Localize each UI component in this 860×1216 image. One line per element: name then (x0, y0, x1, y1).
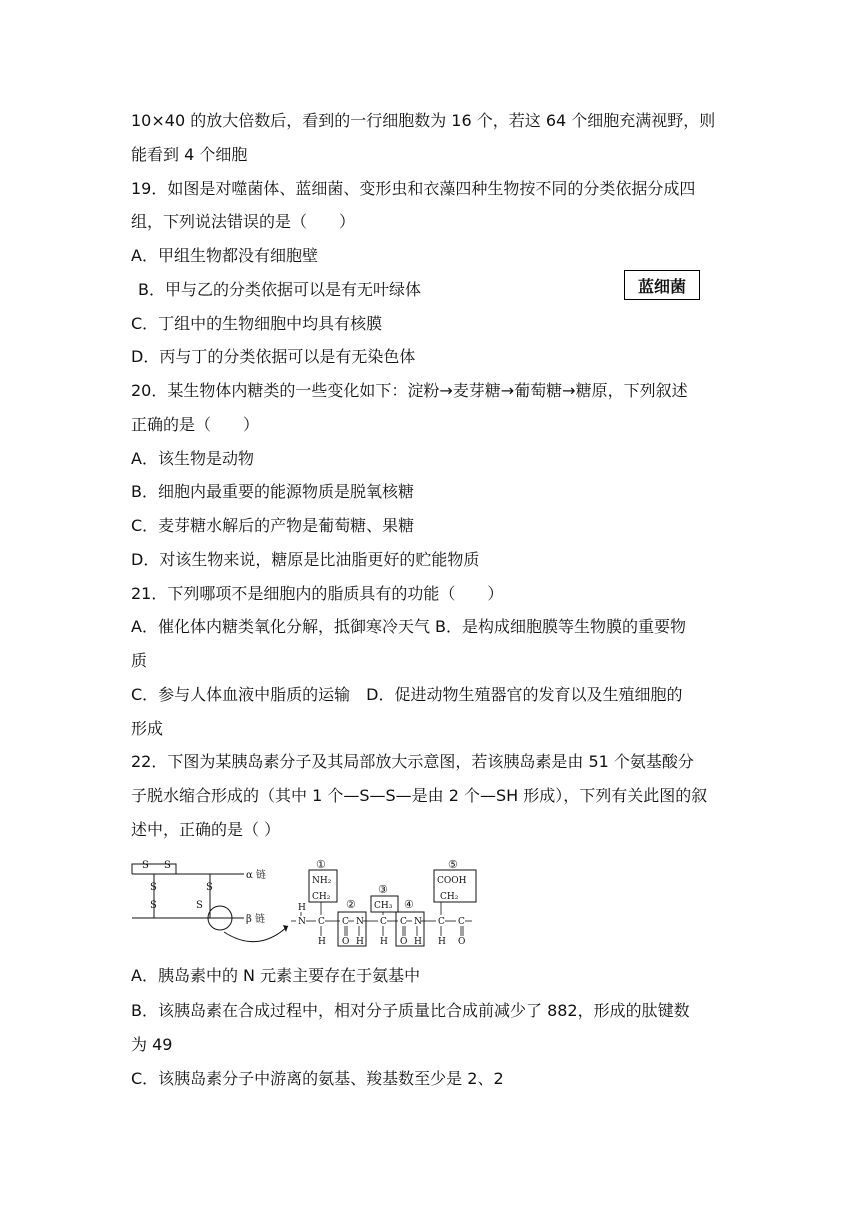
s-label-2: S (164, 860, 171, 871)
backbone-h-1: H (298, 903, 306, 913)
s-label-3: S (150, 882, 157, 893)
backbone-h-2: H (318, 937, 326, 947)
question-19-option-b: B．甲与乙的分类依据可以是有无叶绿体 (138, 280, 421, 299)
question-21-options-ab: A．催化体内糖类氧化分解，抵御寒冷天气 B．是构成细胞膜等生物膜的重要物 (131, 617, 687, 636)
insulin-diagram (128, 856, 480, 952)
question-20-option-d: D．对该生物来说，糖原是比油脂更好的贮能物质 (131, 550, 480, 569)
question-19-option-c: C．丁组中的生物细胞中均具有核膜 (131, 314, 383, 333)
ch2-group-1: CH₂ (312, 892, 331, 902)
backbone-h-4: H (380, 937, 388, 947)
ch2-group-2: CH₂ (440, 892, 459, 902)
s-label-4: S (150, 900, 157, 911)
question-20-stem-cont: 正确的是（ ） (131, 415, 260, 434)
question-22-option-c: C．该胰岛素分子中游离的氨基、羧基数至少是 2、2 (131, 1069, 504, 1088)
backbone-h-5: H (414, 937, 422, 947)
circled-5: ⑤ (448, 858, 458, 871)
circled-2: ② (346, 898, 356, 911)
question-20-option-b: B．细胞内最重要的能源物质是脱氧核糖 (131, 482, 414, 501)
question-22-stem: 22．下图为某胰岛素分子及其局部放大示意图，若该胰岛素是由 51 个氨基酸分 (131, 752, 694, 771)
alpha-chain-label: α 链 (246, 870, 266, 881)
question-20-stem: 20．某生物体内糖类的一些变化如下：淀粉→麦芽糖→葡萄糖→糖原，下列叙述 (131, 381, 688, 400)
ch3-group: CH₃ (374, 901, 393, 911)
nh2-group: NH₂ (312, 876, 332, 886)
text-line-1: 10×40 的放大倍数后，看到的一行细胞数为 16 个，若这 64 个细胞充满视野，则 (131, 111, 716, 130)
text-line-2: 能看到 4 个细胞 (131, 145, 248, 164)
beta-chain-label: β 链 (246, 914, 265, 925)
backbone-c-4: C (400, 917, 407, 927)
backbone-n-3: N (414, 917, 422, 927)
backbone-h-3: H (356, 937, 364, 947)
backbone-c-2: C (342, 917, 349, 927)
question-19-option-d: D．丙与丁的分类依据可以是有无染色体 (131, 347, 416, 366)
cooh-group: COOH (437, 876, 467, 886)
backbone-c-1: C (318, 917, 325, 927)
backbone-c-3: C (380, 917, 387, 927)
question-22-option-b-cont: 为 49 (131, 1035, 173, 1054)
circled-3: ③ (378, 883, 388, 896)
circled-4: ④ (404, 898, 414, 911)
question-19-option-a: A．甲组生物都没有细胞壁 (131, 246, 318, 265)
backbone-c-6: C (458, 917, 465, 927)
backbone-o-1: O (342, 937, 350, 947)
backbone-o-2: O (400, 937, 408, 947)
question-19-stem: 19．如图是对噬菌体、蓝细菌、变形虫和衣藻四种生物按不同的分类依据分成四 (131, 179, 696, 198)
backbone-h-6: H (438, 937, 446, 947)
question-21-options-cd: C．参与人体血液中脂质的运输 D．促进动物生殖器官的发育以及生殖细胞的 (131, 685, 683, 704)
s-label-1: S (142, 860, 149, 871)
question-19-stem-cont: 组，下列说法错误的是（ ） (131, 212, 356, 231)
blue-bacteria-label-box: 蓝细菌 (624, 270, 700, 300)
question-20-option-c: C．麦芽糖水解后的产物是葡萄糖、果糖 (131, 516, 415, 535)
backbone-n-2: N (356, 917, 364, 927)
question-21-stem: 21．下列哪项不是细胞内的脂质具有的功能（ ） (131, 584, 504, 603)
circled-1: ① (316, 858, 326, 871)
s-label-5: S (206, 882, 213, 893)
question-21-options-ab-cont: 质 (131, 651, 148, 670)
question-22-stem-cont-2: 述中，正确的是（ ） (131, 820, 281, 839)
backbone-c-5: C (438, 917, 445, 927)
question-22-option-a: A．胰岛素中的 N 元素主要存在于氨基中 (131, 966, 421, 985)
backbone-n-1: N (298, 917, 306, 927)
backbone-o-3: O (458, 937, 466, 947)
question-22-option-b: B．该胰岛素在合成过程中，相对分子质量比合成前减少了 882，形成的肽键数 (131, 1001, 690, 1020)
question-22-stem-cont: 子脱水缩合形成的（其中 1 个—S—S—是由 2 个—SH 形成），下列有关此图的叙 (131, 786, 708, 805)
s-label-6: S (196, 900, 203, 911)
question-21-options-cd-cont: 形成 (131, 719, 164, 738)
question-20-option-a: A．该生物是动物 (131, 449, 254, 468)
